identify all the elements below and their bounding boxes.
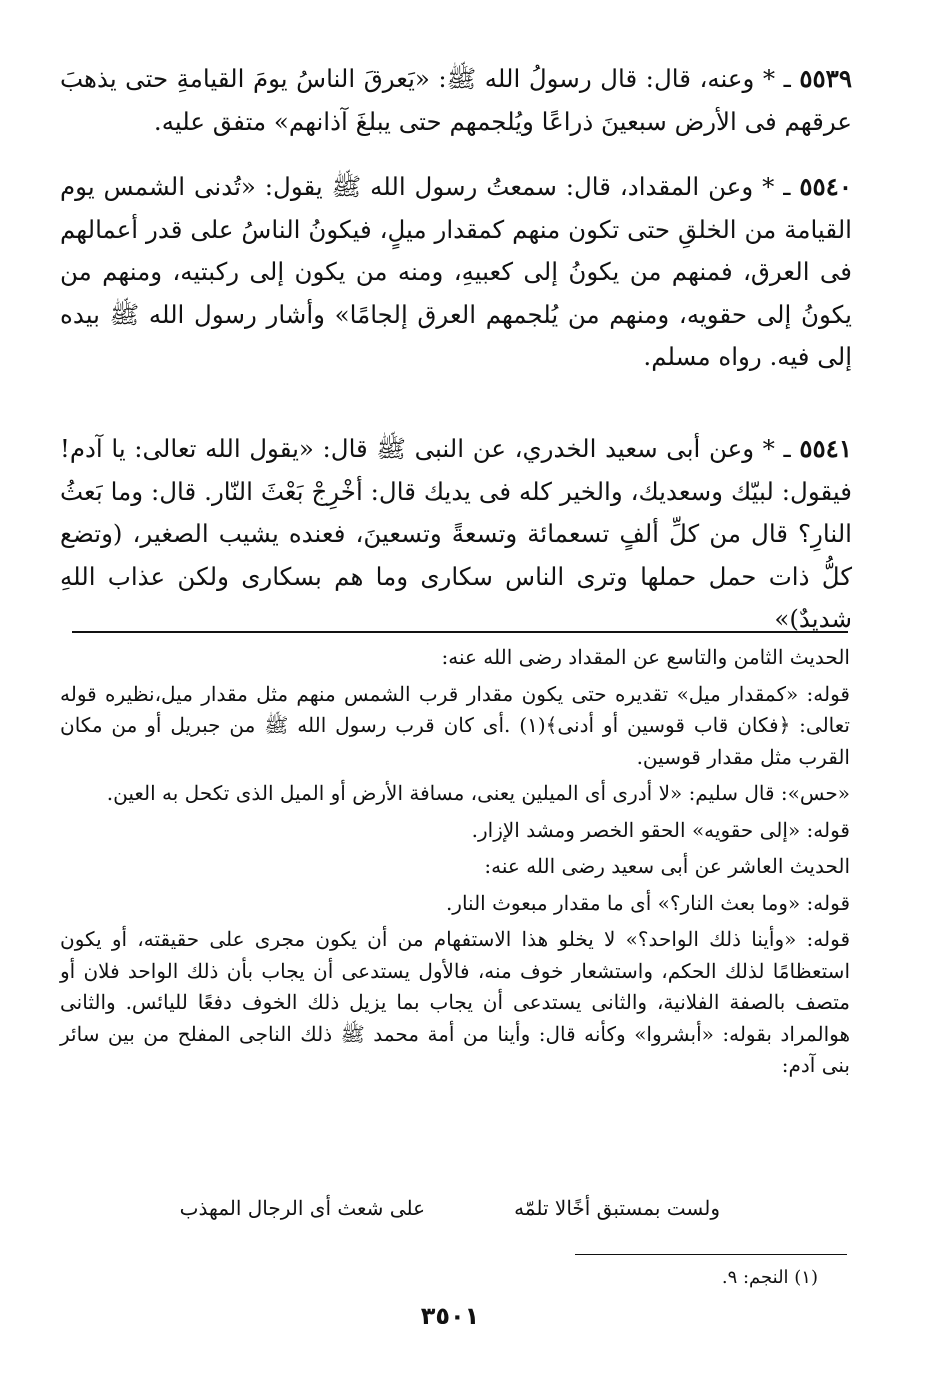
section-divider (72, 631, 848, 633)
commentary-heading: الحديث الثامن والتاسع عن المقداد رضى الله عنه: (441, 645, 850, 669)
verse-second-hemistich: على شعث أى الرجال المهذب (179, 1196, 425, 1220)
hadith-number: ٥٥٣٩ (799, 64, 852, 93)
hadith-5539 (60, 58, 852, 143)
hadith-number: ٥٥٤١ (799, 434, 852, 463)
hadith-number: ٥٥٤٠ (799, 172, 852, 201)
footnote-rule (575, 1254, 847, 1255)
footnote: (١) النجم: ٩. (721, 1267, 818, 1288)
hadith-5540 (60, 166, 852, 379)
commentary-paragraph: «حس»: قال سليم: «لا أدرى أى الميلين يعنى، مسافة الأرض أو الميل الذى تكحل به العين. (106, 781, 850, 805)
hadith-text: ـ * وعن أبى سعيد الخدري، عن النبى ﷺ قال: «يقول الله تعالى: يا آدم! فيقول: لبيّك وسعديك، والخير كله فى يديك قال: أخْرِجْ بَعْثَ النّار. قال: وما بَعثُ النارِ؟ قال من كلِّ ألفٍ تسعمائة وتسعةً وتسعينَ، فعنده يشيب الصغير، (وتضع كلُّ ذات حمل حملها وترى الناس سكارى وما هم بسكارى ولكن عذاب اللهِ شديدٌ)» (60, 434, 852, 633)
commentary (60, 642, 850, 1087)
hadith-5541 (60, 428, 852, 641)
hadith-text: ـ * وعنه، قال: قال رسولُ الله ﷺ: «يَعرقَ الناسُ يومَ القيامةِ حتى يذهبَ عرقهم فى الأرض سبعينَ ذراعًا ويُلجمهم حتى يبلغَ آذانهم» متفق عليه. (60, 64, 852, 136)
commentary-heading: الحديث العاشر عن أبى سعيد رضى الله عنه: (484, 854, 850, 878)
commentary-paragraph: قوله: «وأينا ذلك الواحد؟» لا يخلو هذا الاستفهام من أن يكون مجرى على حقيقته، أو يكون استعظامًا لذلك الحكم، واستشعار خوف منه، فالأول يستدعى أن يجاب بأن ذلك الواحد فلان أو متصف بالصفة الفلانية، والثانى يستدعى أن يجاب بما يزيل ذلك الخوف دفعًا لليائس. والثانى هوالمراد بقوله: «أبشروا» وكأنه قال: وأينا من أمة محمد ﷺ ذلك الناجى المفلح من بين سائر بنى آدم: (60, 927, 850, 1077)
commentary-paragraph: قوله: «إلى حقويه» الحقو الخصر ومشد الإزار. (471, 817, 850, 842)
page-number: ٣٥٠١ (420, 1302, 480, 1330)
verse-first-hemistich: ولست بمستبق أخًالا تلمّه (514, 1196, 720, 1220)
poetry-verse (60, 1193, 850, 1227)
commentary-paragraph: قوله: «وما بعث النار؟» أى ما مقدار مبعوث النار. (445, 890, 850, 915)
commentary-paragraph: قوله: «كمقدار ميل» تقديره حتى يكون مقدار قرب الشمس منهم مثل مقدار ميل،نظيره قوله تعالى: ﴿فكان قاب قوسين أو أدنى﴾(١) .أى كان قرب رسول الله ﷺ من جبريل أو من مكان القرب مثل مقدار قوسين. (60, 681, 850, 769)
hadith-text: ـ * وعن المقداد، قال: سمعتُ رسول الله ﷺ يقول: «تُدنى الشمس يوم القيامة من الخلقِ حتى تكون منهم كمقدار ميلٍ، فيكونُ الناسُ على قدر أعمالهم فى العرق، فمنهم من يكونُ إلى كعبيهِ، ومنه من يكون إلى ركبتيه، ومنهم من يكونُ إلى حقويه، ومنهم من يُلجمهم العرق إلجامًا» وأشار رسول الله ﷺ بيده إلى فيه. رواه مسلم. (60, 172, 852, 371)
